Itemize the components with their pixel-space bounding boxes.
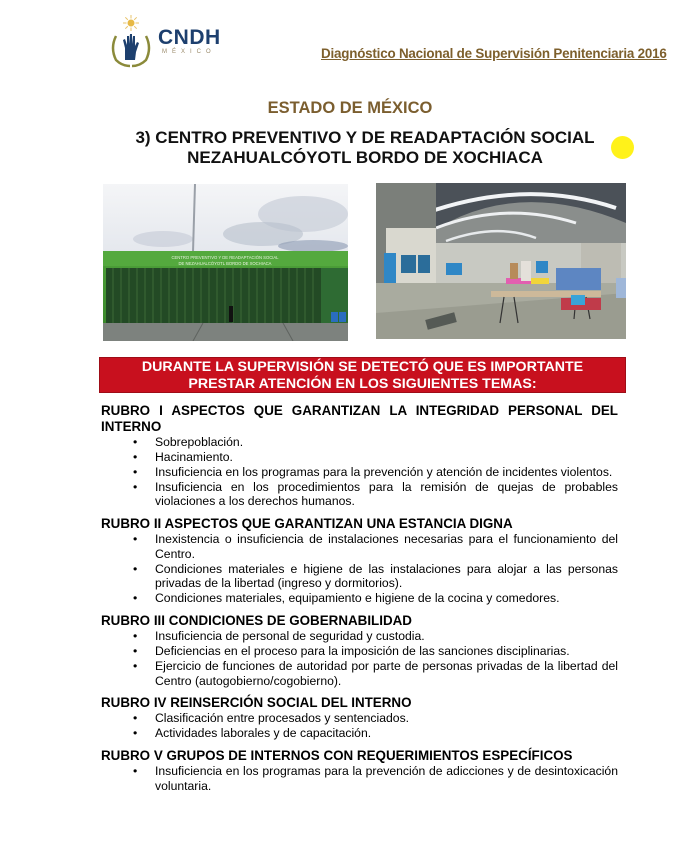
list-item-text: Hacinamiento. — [155, 449, 233, 464]
list-item — [101, 726, 618, 741]
list-item — [101, 644, 618, 659]
rubro-section — [101, 613, 618, 688]
list-item-text: Inexistencia o insuficiencia de instalaciones necesarias para el funcionamiento del Centro. — [155, 531, 618, 561]
rubros-list — [101, 403, 618, 800]
rubro-title: RUBRO V GRUPOS DE INTERNOS CON REQUERIMIENTOS ESPECÍFICOS — [101, 748, 573, 763]
bullet-icon: • — [133, 764, 138, 778]
list-item-text: Insuficiencia en los programas para la prevención y atención de incidentes violentos. — [155, 464, 613, 479]
rubro-section — [101, 695, 618, 741]
alert-banner — [99, 357, 626, 393]
list-item — [101, 435, 618, 450]
list-item — [101, 629, 618, 644]
facade-sign-line2: DE NEZAHUALCÓYOTL BORDO DE XOCHIACA — [178, 261, 272, 266]
center-title — [120, 128, 610, 168]
bullet-icon: • — [133, 711, 138, 726]
rubro-title: RUBRO III CONDICIONES DE GOBERNABILIDAD — [101, 612, 412, 628]
list-item — [101, 450, 618, 465]
interior-photo — [376, 183, 626, 339]
document-title: Diagnóstico Nacional de Supervisión Penitenciaria 2016 — [321, 46, 667, 61]
status-indicator-dot — [611, 136, 634, 159]
bullet-icon: • — [133, 464, 138, 479]
list-item-text: Sobrepoblación. — [155, 434, 244, 449]
center-title-line1: 3) CENTRO PREVENTIVO Y DE READAPTACIÓN SOCIAL — [135, 128, 595, 147]
list-item-text: Ejercicio de funciones de autoridad por parte de personas privadas de la libertad del Centro (autogobierno/cogobierno). — [155, 659, 618, 688]
alert-banner-line2: PRESTAR ATENCIÓN EN LOS SIGUIENTES TEMAS: — [188, 376, 537, 392]
center-title-line2: NEZAHUALCÓYOTL BORDO DE XOCHIACA — [187, 148, 543, 167]
bullet-icon: • — [133, 561, 138, 576]
list-item — [101, 659, 618, 688]
state-title: ESTADO DE MÉXICO — [267, 99, 433, 117]
list-item — [101, 532, 618, 561]
rubro-title: RUBRO IV REINSERCIÓN SOCIAL DEL INTERNO — [101, 695, 412, 711]
bullet-icon: • — [133, 644, 138, 659]
list-item-text: Insuficiencia de personal de seguridad y custodia. — [155, 628, 425, 643]
bullet-icon: • — [133, 726, 138, 741]
list-item-text: Deficiencias en el proceso para la imposición de las sanciones disciplinarias. — [155, 644, 570, 659]
list-item — [101, 764, 618, 793]
bullet-icon: • — [133, 531, 138, 546]
bullet-icon: • — [133, 434, 138, 449]
bullet-icon: • — [133, 591, 138, 606]
rubro-section — [101, 748, 618, 793]
list-item — [101, 711, 618, 726]
cndh-logo — [108, 14, 228, 70]
rubro-section — [101, 403, 618, 509]
alert-banner-line1: DURANTE LA SUPERVISIÓN SE DETECTÓ QUE ES IMPORTANTE — [141, 359, 584, 375]
list-item — [101, 465, 618, 480]
list-item-text: Condiciones materiales, equipamiento e higiene de la cocina y comedores. — [155, 591, 560, 606]
bullet-icon: • — [133, 479, 138, 494]
list-item — [101, 591, 618, 606]
facade-photo — [103, 184, 348, 341]
list-item-text: Insuficiencia en los procedimientos para la remisión de quejas de probables violaciones a los derechos humanos. — [155, 479, 618, 509]
bullet-icon: • — [133, 449, 138, 464]
list-item — [101, 480, 618, 509]
list-item — [101, 562, 618, 591]
rubro-title: RUBRO II ASPECTOS QUE GARANTIZAN UNA ESTANCIA DIGNA — [101, 515, 513, 531]
bullet-icon: • — [133, 659, 138, 674]
logo-subtitle: MÉXICO — [162, 49, 216, 55]
cndh-emblem-icon — [108, 14, 158, 70]
bullet-icon: • — [133, 628, 138, 643]
list-item-text: Actividades laborales y de capacitación. — [155, 726, 372, 741]
list-item-text: Condiciones materiales e higiene de las instalaciones para alojar a las personas privadas de la libertad (ingreso y dormitorios). — [155, 561, 618, 591]
list-item-text: Clasificación entre procesados y sentenciados. — [155, 711, 410, 726]
list-item-text: Insuficiencia en los programas para la prevención de adicciones y de desintoxicación voluntaria. — [155, 764, 618, 793]
rubro-title: RUBRO I ASPECTOS QUE GARANTIZAN LA INTEGRIDAD PERSONAL DEL INTERNO — [101, 403, 618, 434]
rubro-section — [101, 516, 618, 606]
logo-text: CNDH — [158, 26, 221, 49]
facade-sign-line1: CENTRO PREVENTIVO Y DE READAPTACIÓN SOCIAL — [171, 255, 279, 260]
